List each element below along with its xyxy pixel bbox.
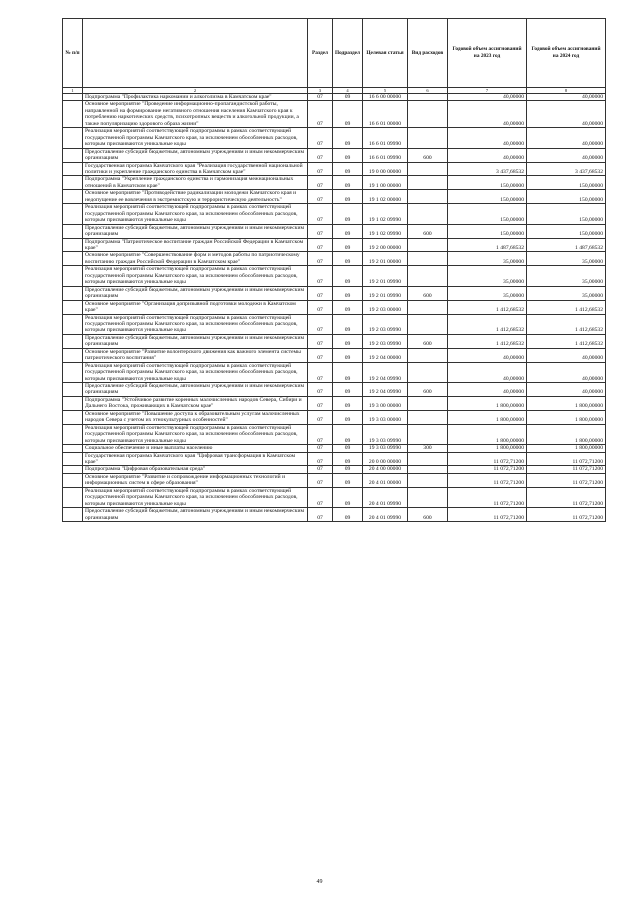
cell-name: Подпрограмма "Профилактика наркомании и алкоголизма в Камчатском крае" <box>83 94 308 101</box>
cell-v2023: 40,00000 <box>448 362 527 382</box>
cell-num <box>63 300 83 314</box>
cell-statya: 19 3 03 09990 <box>363 424 408 444</box>
cell-v2023: 11 072,71200 <box>448 452 527 466</box>
cell-statya: 19 3 00 00000 <box>363 396 408 410</box>
cell-razdel: 07 <box>308 383 333 397</box>
cell-podrazdel: 09 <box>333 445 363 452</box>
cell-vid <box>408 204 448 224</box>
cell-name: Реализация мероприятий соответствующей подпрограммы в рамках соответствующей государственной программы Камчатского края, за исключением обособленных расходов, которым присваиваются уникальные коды <box>83 266 308 286</box>
cell-v2023: 35,00000 <box>448 286 527 300</box>
table-row <box>63 286 606 300</box>
cell-v2024: 40,00000 <box>527 383 606 397</box>
cell-v2023: 1 412,68532 <box>448 314 527 334</box>
cell-statya: 19 2 04 09990 <box>363 362 408 382</box>
cell-v2024: 1 412,68532 <box>527 300 606 314</box>
cell-vid: 600 <box>408 224 448 238</box>
cell-name: Предоставление субсидий бюджетным, автономным учреждениям и иным некоммерческим организациям <box>83 383 308 397</box>
column-number: 3 <box>308 88 333 94</box>
table-row <box>63 300 606 314</box>
cell-statya: 20 4 01 09990 <box>363 508 408 522</box>
cell-v2024: 11 072,71200 <box>527 487 606 507</box>
cell-v2024: 35,00000 <box>527 286 606 300</box>
cell-vid: 300 <box>408 445 448 452</box>
cell-num <box>63 266 83 286</box>
cell-vid <box>408 94 448 101</box>
cell-num <box>63 362 83 382</box>
cell-v2023: 40,00000 <box>448 348 527 362</box>
cell-statya: 19 1 00 00000 <box>363 176 408 190</box>
table-row <box>63 314 606 334</box>
cell-podrazdel: 09 <box>333 314 363 334</box>
cell-statya: 19 2 00 00000 <box>363 238 408 252</box>
cell-name: Реализация мероприятий соответствующей подпрограммы в рамках соответствующей государственной программы Камчатского края, за исключением обособленных расходов, которым присваиваются уникальные коды <box>83 128 308 148</box>
cell-num <box>63 334 83 348</box>
column-number: 2 <box>83 88 308 94</box>
cell-statya: 19 2 04 09990 <box>363 383 408 397</box>
cell-num <box>63 148 83 162</box>
cell-razdel: 07 <box>308 176 333 190</box>
cell-vid <box>408 410 448 424</box>
table-row <box>63 452 606 466</box>
cell-podrazdel: 09 <box>333 266 363 286</box>
cell-vid: 600 <box>408 286 448 300</box>
cell-razdel: 07 <box>308 334 333 348</box>
cell-v2023: 40,00000 <box>448 94 527 101</box>
cell-v2023: 150,00000 <box>448 176 527 190</box>
cell-v2024: 40,00000 <box>527 348 606 362</box>
cell-razdel: 07 <box>308 238 333 252</box>
table-row <box>63 128 606 148</box>
cell-statya: 19 2 04 00000 <box>363 348 408 362</box>
table-body <box>63 94 606 522</box>
cell-name: Основное мероприятие "Проведение информационно-пропагандистской работы, направленной на формирование негативного отношения населения Камчатского края к потреблению наркотических средств, психотропных веществ и алкогольной продукции, а также популяризацию здорового образа жизни" <box>83 101 308 128</box>
cell-v2024: 1 800,00000 <box>527 410 606 424</box>
cell-num <box>63 396 83 410</box>
cell-num <box>63 466 83 473</box>
cell-name: Реализация мероприятий соответствующей подпрограммы в рамках соответствующей государственной программы Камчатского края, за исключением обособленных расходов, которым присваиваются уникальные коды <box>83 362 308 382</box>
cell-razdel: 07 <box>308 314 333 334</box>
cell-vid <box>408 314 448 334</box>
column-number: 5 <box>363 88 408 94</box>
cell-num <box>63 94 83 101</box>
cell-podrazdel: 09 <box>333 348 363 362</box>
cell-name: Реализация мероприятий соответствующей подпрограммы в рамках соответствующей государственной программы Камчатского края, за исключением обособленных расходов, которым присваиваются уникальные коды <box>83 487 308 507</box>
cell-v2024: 1 800,00000 <box>527 396 606 410</box>
cell-razdel: 07 <box>308 266 333 286</box>
cell-num <box>63 487 83 507</box>
cell-v2023: 11 072,71200 <box>448 466 527 473</box>
cell-razdel: 07 <box>308 94 333 101</box>
cell-num <box>63 286 83 300</box>
header-vid: Вид расходов <box>408 19 448 88</box>
cell-v2024: 1 412,68532 <box>527 334 606 348</box>
cell-vid <box>408 452 448 466</box>
cell-razdel: 07 <box>308 473 333 487</box>
column-number: 8 <box>527 88 606 94</box>
cell-v2023: 150,00000 <box>448 190 527 204</box>
cell-name: Государственная программа Камчатского края "Цифровая трансформация в Камчатском крае" <box>83 452 308 466</box>
cell-v2023: 150,00000 <box>448 224 527 238</box>
cell-v2023: 35,00000 <box>448 266 527 286</box>
table-row <box>63 204 606 224</box>
cell-v2024: 150,00000 <box>527 224 606 238</box>
cell-razdel: 07 <box>308 286 333 300</box>
cell-vid: 600 <box>408 508 448 522</box>
cell-statya: 19 1 02 09990 <box>363 224 408 238</box>
cell-statya: 20 4 00 00000 <box>363 466 408 473</box>
cell-podrazdel: 09 <box>333 424 363 444</box>
cell-num <box>63 424 83 444</box>
cell-name: Предоставление субсидий бюджетным, автономным учреждениям и иным некоммерческим организациям <box>83 334 308 348</box>
cell-v2024: 1 487,68532 <box>527 238 606 252</box>
cell-razdel: 07 <box>308 466 333 473</box>
column-number: 1 <box>63 88 83 94</box>
cell-podrazdel: 09 <box>333 190 363 204</box>
cell-razdel: 07 <box>308 252 333 266</box>
cell-num <box>63 314 83 334</box>
column-number: 7 <box>448 88 527 94</box>
cell-statya: 19 3 03 00000 <box>363 410 408 424</box>
cell-podrazdel: 09 <box>333 101 363 128</box>
cell-name: Основное мероприятие "Развитие волонтерского движения как важного элемента системы патриотического воспитания" <box>83 348 308 362</box>
cell-statya: 19 0 00 00000 <box>363 162 408 176</box>
cell-razdel: 07 <box>308 424 333 444</box>
cell-vid <box>408 101 448 128</box>
cell-name: Основное мероприятие "Противодействие радикализации молодежи Камчатского края и недопущение ее вовлечения в экстремистскую и террористическую деятельность" <box>83 190 308 204</box>
cell-v2024: 35,00000 <box>527 252 606 266</box>
cell-num <box>63 224 83 238</box>
cell-razdel: 07 <box>308 410 333 424</box>
cell-v2023: 35,00000 <box>448 252 527 266</box>
cell-podrazdel: 09 <box>333 238 363 252</box>
table-row <box>63 473 606 487</box>
table-row <box>63 190 606 204</box>
cell-podrazdel: 09 <box>333 383 363 397</box>
cell-vid <box>408 487 448 507</box>
cell-statya: 20 4 01 09990 <box>363 487 408 507</box>
cell-name: Предоставление субсидий бюджетным, автономным учреждениям и иным некоммерческим организациям <box>83 508 308 522</box>
cell-name: Социальное обеспечение и иные выплаты населению <box>83 445 308 452</box>
cell-num <box>63 473 83 487</box>
cell-v2024: 40,00000 <box>527 101 606 128</box>
header-podrazdel: Подраздел <box>333 19 363 88</box>
cell-name: Реализация мероприятий соответствующей подпрограммы в рамках соответствующей государственной программы Камчатского края, за исключением обособленных расходов, которым присваиваются уникальные коды <box>83 424 308 444</box>
cell-podrazdel: 09 <box>333 94 363 101</box>
budget-table <box>62 18 606 522</box>
cell-num <box>63 348 83 362</box>
cell-name: Подпрограмма "Цифровая образовательная среда" <box>83 466 308 473</box>
cell-name: Основное мероприятие "Организация допризывной подготовки молодежи в Камчатском крае" <box>83 300 308 314</box>
cell-name: Основное мероприятие "Повышение доступа к образовательным услугам малочисленных народов Севера с учетом их этнокультурных особенностей" <box>83 410 308 424</box>
cell-statya: 19 2 03 00000 <box>363 300 408 314</box>
cell-v2023: 1 412,68532 <box>448 300 527 314</box>
table-row <box>63 424 606 444</box>
page-number: 49 <box>316 879 323 885</box>
table-row <box>63 94 606 101</box>
table-row <box>63 334 606 348</box>
cell-statya: 19 1 02 00000 <box>363 190 408 204</box>
cell-name: Предоставление субсидий бюджетным, автономным учреждениям и иным некоммерческим организациям <box>83 286 308 300</box>
table-row <box>63 148 606 162</box>
cell-vid <box>408 266 448 286</box>
cell-v2024: 150,00000 <box>527 204 606 224</box>
cell-name: Подпрограмма "Укрепление гражданского единства и гармонизация межнациональных отношений в Камчатском крае" <box>83 176 308 190</box>
cell-razdel: 07 <box>308 190 333 204</box>
column-number: 6 <box>408 88 448 94</box>
cell-v2024: 1 800,00000 <box>527 445 606 452</box>
cell-razdel: 07 <box>308 224 333 238</box>
cell-statya: 19 3 03 09990 <box>363 445 408 452</box>
cell-statya: 19 2 01 09990 <box>363 286 408 300</box>
cell-statya: 19 2 01 00000 <box>363 252 408 266</box>
cell-num <box>63 128 83 148</box>
cell-statya: 20 0 00 00000 <box>363 452 408 466</box>
table-row <box>63 445 606 452</box>
cell-vid <box>408 424 448 444</box>
cell-num <box>63 176 83 190</box>
cell-razdel: 07 <box>308 396 333 410</box>
cell-podrazdel: 09 <box>333 487 363 507</box>
cell-podrazdel: 09 <box>333 334 363 348</box>
cell-name: Предоставление субсидий бюджетным, автономным учреждениям и иным некоммерческим организациям <box>83 148 308 162</box>
cell-vid <box>408 362 448 382</box>
cell-razdel: 07 <box>308 204 333 224</box>
header-num: № п/п <box>63 19 83 88</box>
cell-vid <box>408 190 448 204</box>
cell-v2024: 11 072,71200 <box>527 466 606 473</box>
header-name <box>83 19 308 88</box>
cell-podrazdel: 09 <box>333 300 363 314</box>
cell-num <box>63 162 83 176</box>
cell-razdel: 07 <box>308 362 333 382</box>
cell-razdel: 07 <box>308 101 333 128</box>
cell-v2023: 11 072,71200 <box>448 473 527 487</box>
cell-num <box>63 101 83 128</box>
cell-v2024: 40,00000 <box>527 94 606 101</box>
table-row <box>63 266 606 286</box>
cell-podrazdel: 09 <box>333 452 363 466</box>
cell-v2023: 150,00000 <box>448 204 527 224</box>
cell-v2024: 150,00000 <box>527 176 606 190</box>
cell-name: Подпрограмма "Патриотическое воспитание граждан Российской Федерации в Камчатском крае" <box>83 238 308 252</box>
cell-v2024: 11 072,71200 <box>527 473 606 487</box>
cell-name: Реализация мероприятий соответствующей подпрограммы в рамках соответствующей государственной программы Камчатского края, за исключением обособленных расходов, которым присваиваются уникальные коды <box>83 204 308 224</box>
cell-v2023: 1 412,68532 <box>448 334 527 348</box>
cell-vid <box>408 466 448 473</box>
cell-num <box>63 204 83 224</box>
table-row <box>63 224 606 238</box>
cell-vid <box>408 162 448 176</box>
cell-num <box>63 452 83 466</box>
cell-v2024: 35,00000 <box>527 266 606 286</box>
cell-razdel: 07 <box>308 452 333 466</box>
cell-razdel: 07 <box>308 162 333 176</box>
cell-podrazdel: 09 <box>333 204 363 224</box>
cell-vid: 600 <box>408 334 448 348</box>
cell-name: Реализация мероприятий соответствующей подпрограммы в рамках соответствующей государственной программы Камчатского края, за исключением обособленных расходов, которым присваиваются уникальные коды <box>83 314 308 334</box>
cell-razdel: 07 <box>308 300 333 314</box>
cell-v2023: 1 800,00000 <box>448 424 527 444</box>
header-row <box>63 19 606 88</box>
table-row <box>63 383 606 397</box>
cell-vid <box>408 128 448 148</box>
cell-v2023: 40,00000 <box>448 128 527 148</box>
cell-v2023: 3 437,68532 <box>448 162 527 176</box>
table-row <box>63 101 606 128</box>
cell-v2023: 1 487,68532 <box>448 238 527 252</box>
cell-statya: 16 6 00 00000 <box>363 94 408 101</box>
table-row <box>63 508 606 522</box>
cell-v2023: 1 800,00000 <box>448 410 527 424</box>
cell-statya: 19 2 03 09990 <box>363 314 408 334</box>
cell-razdel: 07 <box>308 445 333 452</box>
cell-podrazdel: 09 <box>333 466 363 473</box>
cell-v2023: 40,00000 <box>448 148 527 162</box>
table-row <box>63 466 606 473</box>
cell-razdel: 07 <box>308 508 333 522</box>
cell-num <box>63 410 83 424</box>
cell-v2023: 40,00000 <box>448 101 527 128</box>
cell-podrazdel: 09 <box>333 148 363 162</box>
cell-vid <box>408 396 448 410</box>
cell-razdel: 07 <box>308 348 333 362</box>
table-row <box>63 410 606 424</box>
cell-vid: 600 <box>408 383 448 397</box>
table-row <box>63 348 606 362</box>
cell-vid <box>408 348 448 362</box>
table-row <box>63 238 606 252</box>
table-row <box>63 252 606 266</box>
cell-v2024: 40,00000 <box>527 128 606 148</box>
cell-v2024: 40,00000 <box>527 362 606 382</box>
cell-num <box>63 252 83 266</box>
cell-num <box>63 508 83 522</box>
table-row <box>63 162 606 176</box>
cell-v2023: 11 072,71200 <box>448 487 527 507</box>
cell-podrazdel: 09 <box>333 508 363 522</box>
cell-v2024: 40,00000 <box>527 148 606 162</box>
cell-v2024: 11 072,71200 <box>527 452 606 466</box>
cell-name: Основное мероприятие "Развитие и сопровождение информационных технологий и информационных систем в сфере образования" <box>83 473 308 487</box>
cell-vid <box>408 176 448 190</box>
cell-podrazdel: 09 <box>333 286 363 300</box>
cell-v2024: 150,00000 <box>527 190 606 204</box>
cell-statya: 16 6 01 09990 <box>363 148 408 162</box>
cell-v2024: 1 800,00000 <box>527 424 606 444</box>
column-number: 4 <box>333 88 363 94</box>
cell-num <box>63 190 83 204</box>
cell-statya: 16 6 01 00000 <box>363 101 408 128</box>
cell-v2023: 11 072,71200 <box>448 508 527 522</box>
cell-name: Предоставление субсидий бюджетным, автономным учреждениям и иным некоммерческим организациям <box>83 224 308 238</box>
cell-statya: 19 2 03 09990 <box>363 334 408 348</box>
cell-v2024: 3 437,68532 <box>527 162 606 176</box>
cell-vid <box>408 252 448 266</box>
cell-razdel: 07 <box>308 148 333 162</box>
cell-v2023: 40,00000 <box>448 383 527 397</box>
cell-vid <box>408 473 448 487</box>
header-2023: Годовой объем ассигнований на 2023 год <box>448 19 527 88</box>
cell-statya: 19 2 01 09990 <box>363 266 408 286</box>
cell-podrazdel: 09 <box>333 252 363 266</box>
cell-podrazdel: 09 <box>333 396 363 410</box>
cell-statya: 19 1 02 09990 <box>363 204 408 224</box>
cell-vid: 600 <box>408 148 448 162</box>
cell-razdel: 07 <box>308 128 333 148</box>
cell-podrazdel: 09 <box>333 224 363 238</box>
cell-num <box>63 445 83 452</box>
cell-name: Подпрограмма "Устойчивое развитие коренных малочисленных народов Севера, Сибири и Дальнего Востока, проживающих в Камчатском крае" <box>83 396 308 410</box>
cell-name: Государственная программа Камчатского края "Реализация государственной национальной политики и укрепление гражданского единства в Камчатском крае" <box>83 162 308 176</box>
cell-statya: 20 4 01 00000 <box>363 473 408 487</box>
cell-podrazdel: 09 <box>333 176 363 190</box>
cell-podrazdel: 09 <box>333 410 363 424</box>
cell-v2024: 1 412,68532 <box>527 314 606 334</box>
cell-statya: 16 6 01 09990 <box>363 128 408 148</box>
table-row <box>63 176 606 190</box>
cell-podrazdel: 09 <box>333 128 363 148</box>
table-row <box>63 487 606 507</box>
cell-podrazdel: 09 <box>333 473 363 487</box>
cell-name: Основное мероприятие "Совершенствование форм и методов работы по патриотическому воспитанию граждан Российской Федерации в Камчатском крае" <box>83 252 308 266</box>
cell-vid <box>408 238 448 252</box>
table-row <box>63 362 606 382</box>
cell-v2024: 11 072,71200 <box>527 508 606 522</box>
cell-razdel: 07 <box>308 487 333 507</box>
table-row <box>63 396 606 410</box>
header-2024: Годовой объем ассигнований на 2024 год <box>527 19 606 88</box>
cell-num <box>63 238 83 252</box>
cell-vid <box>408 300 448 314</box>
header-razdel: Раздел <box>308 19 333 88</box>
cell-podrazdel: 09 <box>333 162 363 176</box>
cell-v2023: 1 800,00000 <box>448 396 527 410</box>
cell-num <box>63 383 83 397</box>
header-statya: Целевая статья <box>363 19 408 88</box>
cell-podrazdel: 09 <box>333 362 363 382</box>
cell-v2023: 1 800,00000 <box>448 445 527 452</box>
